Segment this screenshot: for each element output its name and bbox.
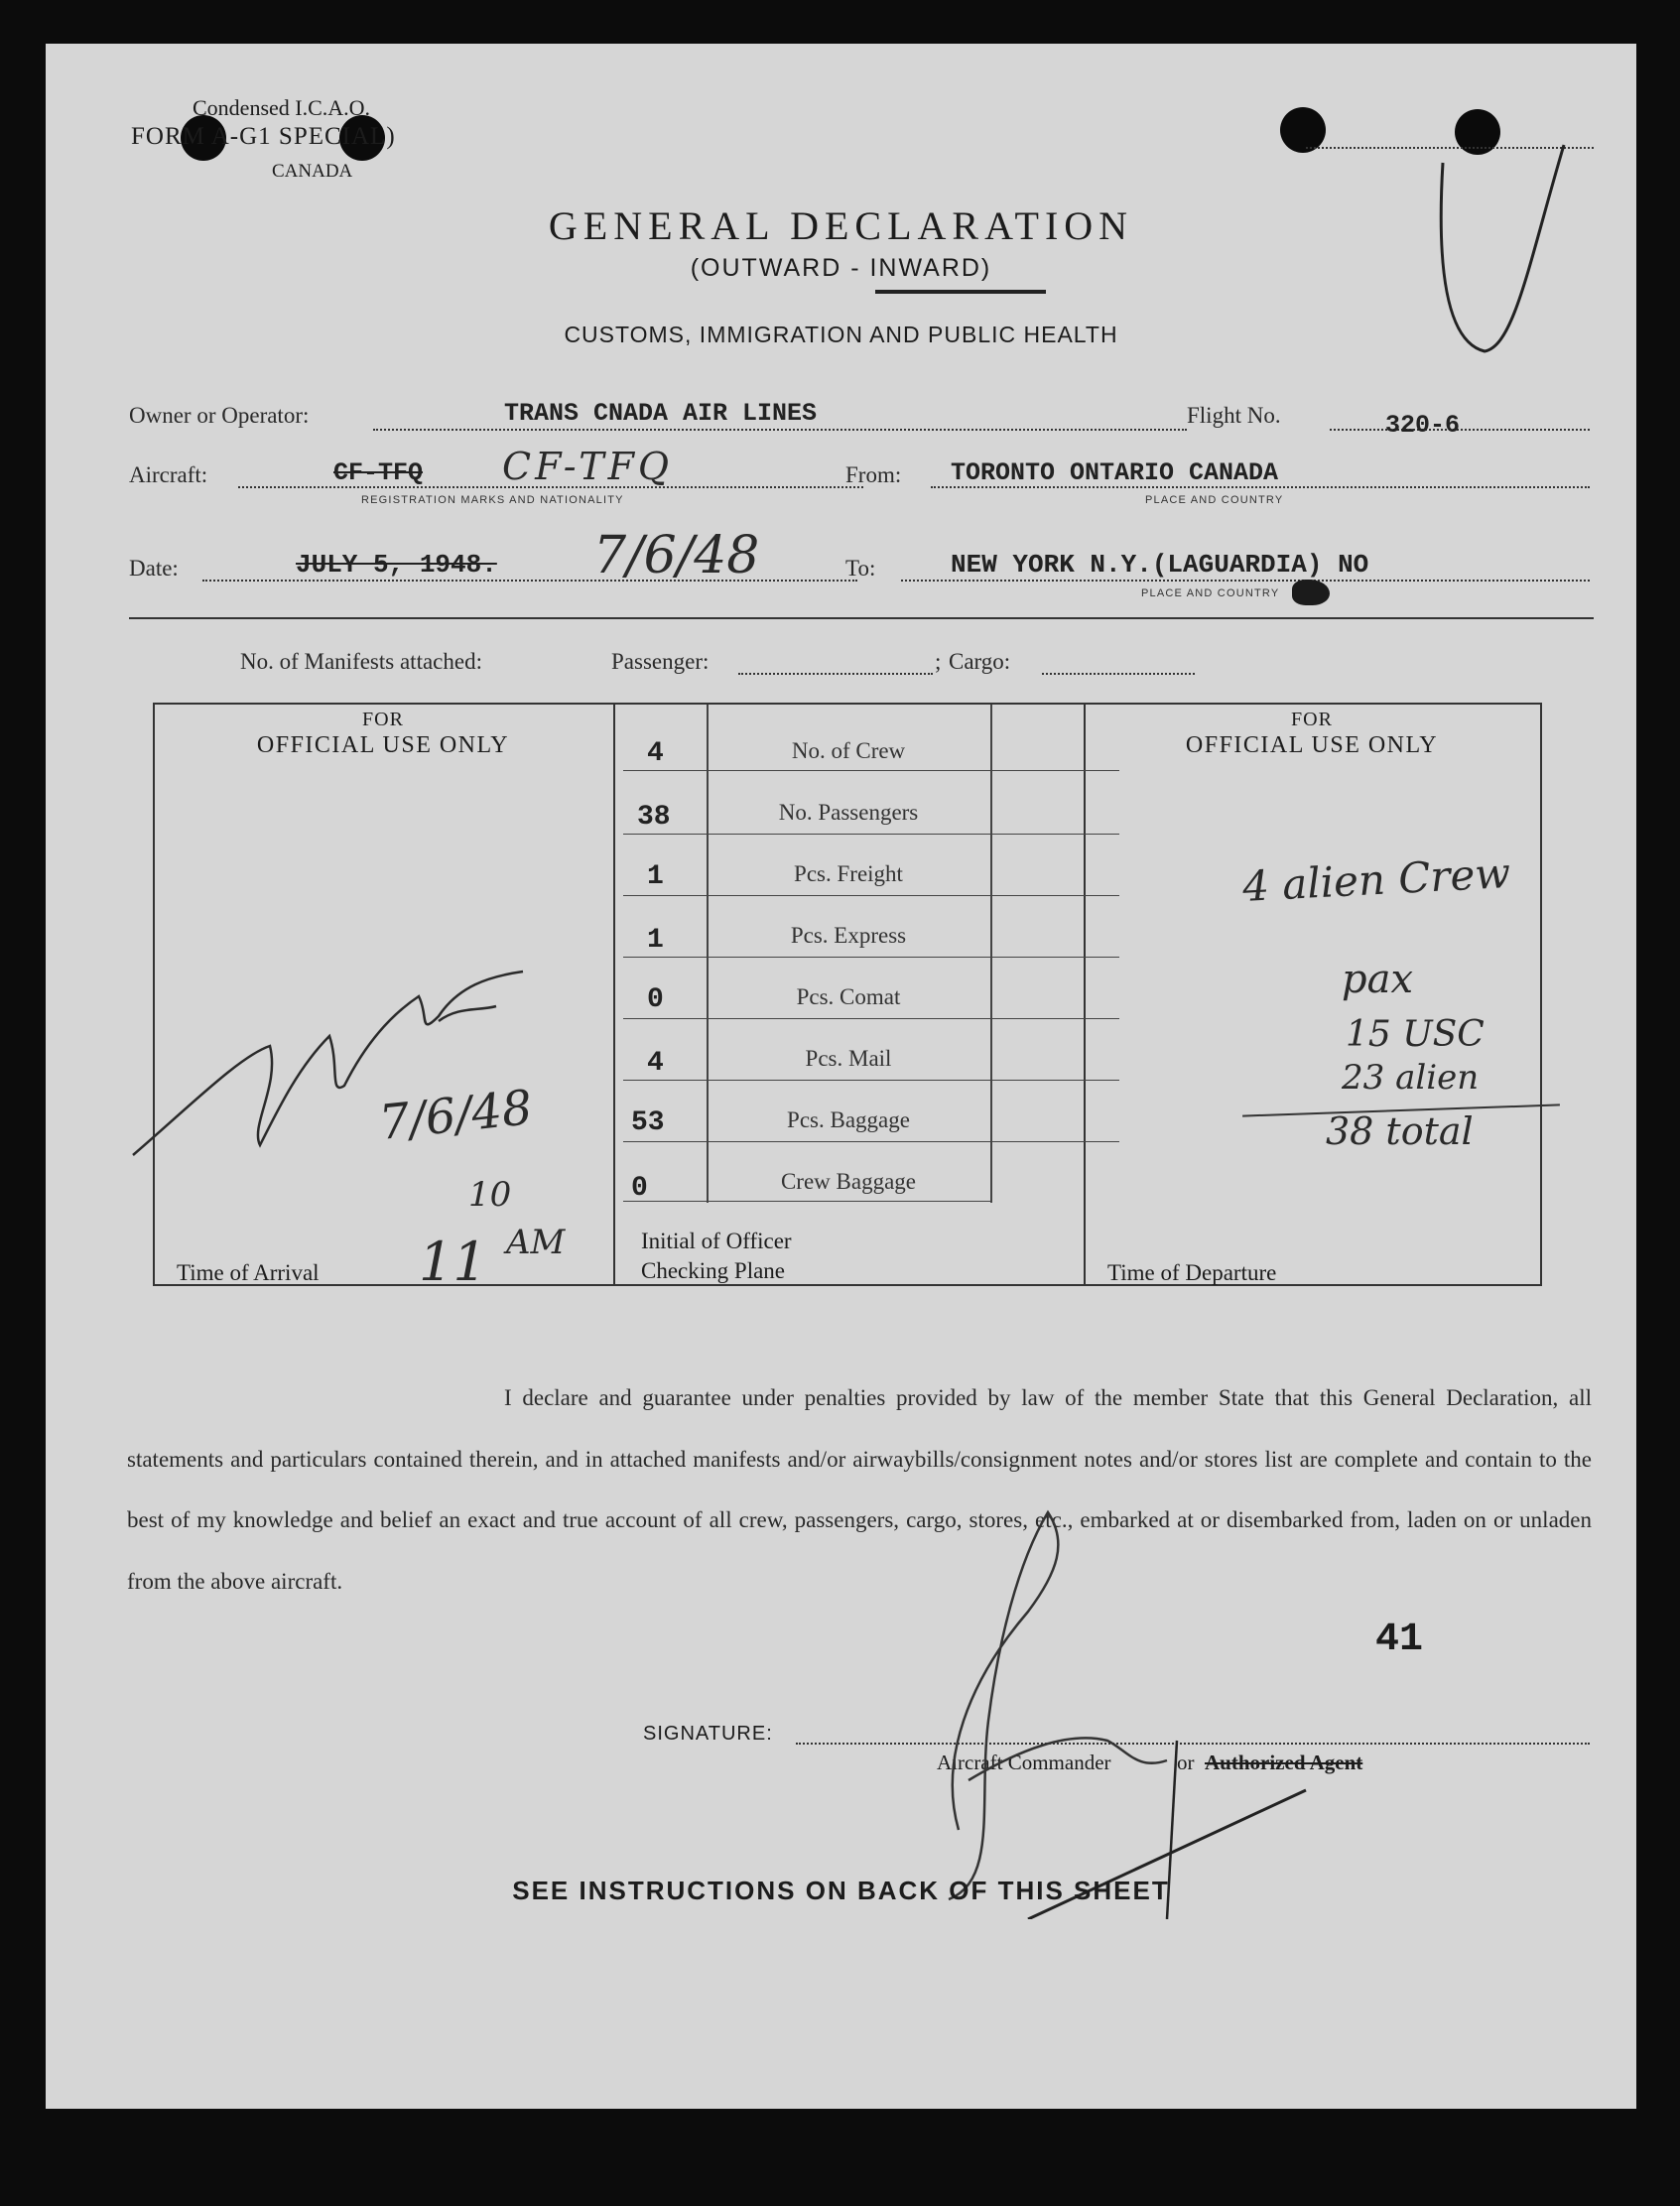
express-count: 1 [647, 925, 664, 956]
time-arrival-ampm: AM [506, 1223, 566, 1262]
date-typed-value: JULY 5, 1948. [296, 550, 497, 580]
crew-baggage-label: Crew Baggage [780, 1169, 917, 1194]
passengers-count: 38 [637, 802, 671, 833]
passengers-label: No. Passengers [778, 800, 919, 825]
subheading: CUSTOMS, IMMIGRATION AND PUBLIC HEALTH [564, 322, 1118, 347]
baggage-count: 53 [631, 1107, 665, 1138]
crew-label: No. of Crew [791, 738, 906, 763]
left-official-label: OFFICIAL USE ONLY [256, 732, 510, 758]
to-value: NEW YORK N.Y.(LAGUARDIA) NO [951, 550, 1369, 580]
manifests-separator: ; [935, 649, 942, 674]
manifests-passenger-label: Passenger: [611, 649, 710, 674]
ink-blot [1292, 580, 1330, 605]
baggage-row-line [623, 1141, 1119, 1142]
inward-underline [875, 290, 1046, 294]
manifests-cargo-line [1042, 673, 1195, 675]
owner-value: TRANS CNADA AIR LINES [504, 399, 818, 428]
mail-row-line [623, 1080, 1119, 1081]
time-arrival-hour: 11 [419, 1231, 487, 1293]
section-rule [129, 617, 1594, 619]
freight-count: 1 [647, 861, 664, 892]
right-note-usc: 15 USC [1346, 1014, 1485, 1055]
manifests-passenger-line [738, 673, 933, 675]
manifests-cargo-label: Cargo: [949, 649, 1011, 674]
time-departure-line [1340, 1284, 1516, 1286]
stamp-number: 41 [1375, 1618, 1424, 1662]
to-line [901, 580, 1590, 582]
footer-instructions: SEE INSTRUCTIONS ON BACK OF THIS SHEET [512, 1876, 1170, 1905]
owner-label: Owner or Operator: [129, 403, 310, 428]
form-line1: Condensed I.C.A.O. [193, 95, 371, 120]
comat-row-line [623, 1018, 1119, 1019]
passengers-row-line [623, 834, 1119, 835]
date-handwritten-value: 7/6/48 [593, 526, 760, 585]
time-arrival-minutes: 10 [468, 1175, 512, 1215]
left-handwritten-date: 7/6/48 [376, 1080, 536, 1151]
from-value: TORONTO ONTARIO CANADA [951, 458, 1279, 487]
freight-row-line [623, 895, 1119, 896]
crew-row-line [623, 770, 1119, 771]
mail-label: Pcs. Mail [805, 1046, 892, 1071]
right-note-alien-crew: 4 alien Crew [1240, 847, 1512, 912]
baggage-label: Pcs. Baggage [787, 1107, 910, 1132]
aircraft-handwritten-value: CF-TFQ [502, 445, 674, 488]
commander-signature [909, 1502, 1326, 1919]
declaration-text [127, 1367, 1592, 1612]
crew-baggage-row-line [623, 1201, 990, 1202]
mail-count: 4 [647, 1048, 664, 1079]
table-divider-left [613, 705, 615, 1284]
date-label: Date: [129, 556, 179, 581]
declaration-sheet [46, 44, 1636, 2109]
manifests-label: No. of Manifests attached: [240, 649, 482, 674]
right-note-alien: 23 alien [1342, 1058, 1480, 1098]
checking-plane-label: Checking Plane [641, 1258, 785, 1283]
right-for-label: FOR [1291, 709, 1333, 730]
crew-baggage-count: 0 [631, 1173, 648, 1204]
aircraft-caption: REGISTRATION MARKS AND NATIONALITY [361, 494, 624, 506]
to-label: To: [845, 556, 876, 581]
comat-count: 0 [647, 984, 664, 1015]
aircraft-label: Aircraft: [129, 462, 208, 487]
document-subtitle: (OUTWARD - INWARD) [690, 254, 992, 282]
owner-line [373, 429, 1187, 431]
crew-count: 4 [647, 738, 664, 769]
declaration-paragraph: I declare and guarantee under penalties provided by law of the member State that this General Declaration, all statements and particulars contained therein, and in attached manifests and/or airwaybills/consignment notes and/or stores list are complete and contain to the best of my knowledge and belief an exact and true account of all crew, passengers, cargo, stores, etc., embarked at or disembarked from, laden on or unladen from the above aircraft. [127, 1385, 1592, 1594]
freight-label: Pcs. Freight [794, 861, 903, 886]
form-line3: CANADA [272, 161, 353, 182]
or-label: or [1177, 1751, 1195, 1774]
table-divider-right [1084, 705, 1086, 1284]
aircraft-typed-value: CF-TFQ [333, 458, 424, 487]
authorized-agent-label: Authorized Agent [1205, 1751, 1363, 1774]
time-departure-label: Time of Departure [1107, 1260, 1277, 1285]
to-caption: PLACE AND COUNTRY [1141, 587, 1280, 599]
form-line2: FORM A-G1 SPECIAL) [131, 123, 396, 150]
flight-value: 320-6 [1385, 411, 1461, 440]
right-note-total: 38 total [1326, 1109, 1474, 1153]
initial-officer-label: Initial of Officer [641, 1229, 792, 1253]
flight-label: Flight No. [1187, 403, 1281, 428]
from-caption: PLACE AND COUNTRY [1145, 494, 1284, 506]
commander-label: Aircraft Commander [937, 1751, 1111, 1774]
express-label: Pcs. Express [790, 923, 907, 948]
right-official-label: OFFICIAL USE ONLY [1185, 732, 1439, 758]
signature-label: SIGNATURE: [643, 1723, 773, 1745]
comat-label: Pcs. Comat [796, 984, 901, 1009]
time-arrival-label: Time of Arrival [177, 1260, 320, 1285]
from-label: From: [845, 462, 902, 487]
right-note-pax: pax [1342, 957, 1414, 1002]
express-row-line [623, 957, 1119, 958]
document-title: GENERAL DECLARATION [548, 203, 1134, 248]
time-arrival-line [373, 1284, 603, 1286]
left-for-label: FOR [362, 709, 404, 730]
